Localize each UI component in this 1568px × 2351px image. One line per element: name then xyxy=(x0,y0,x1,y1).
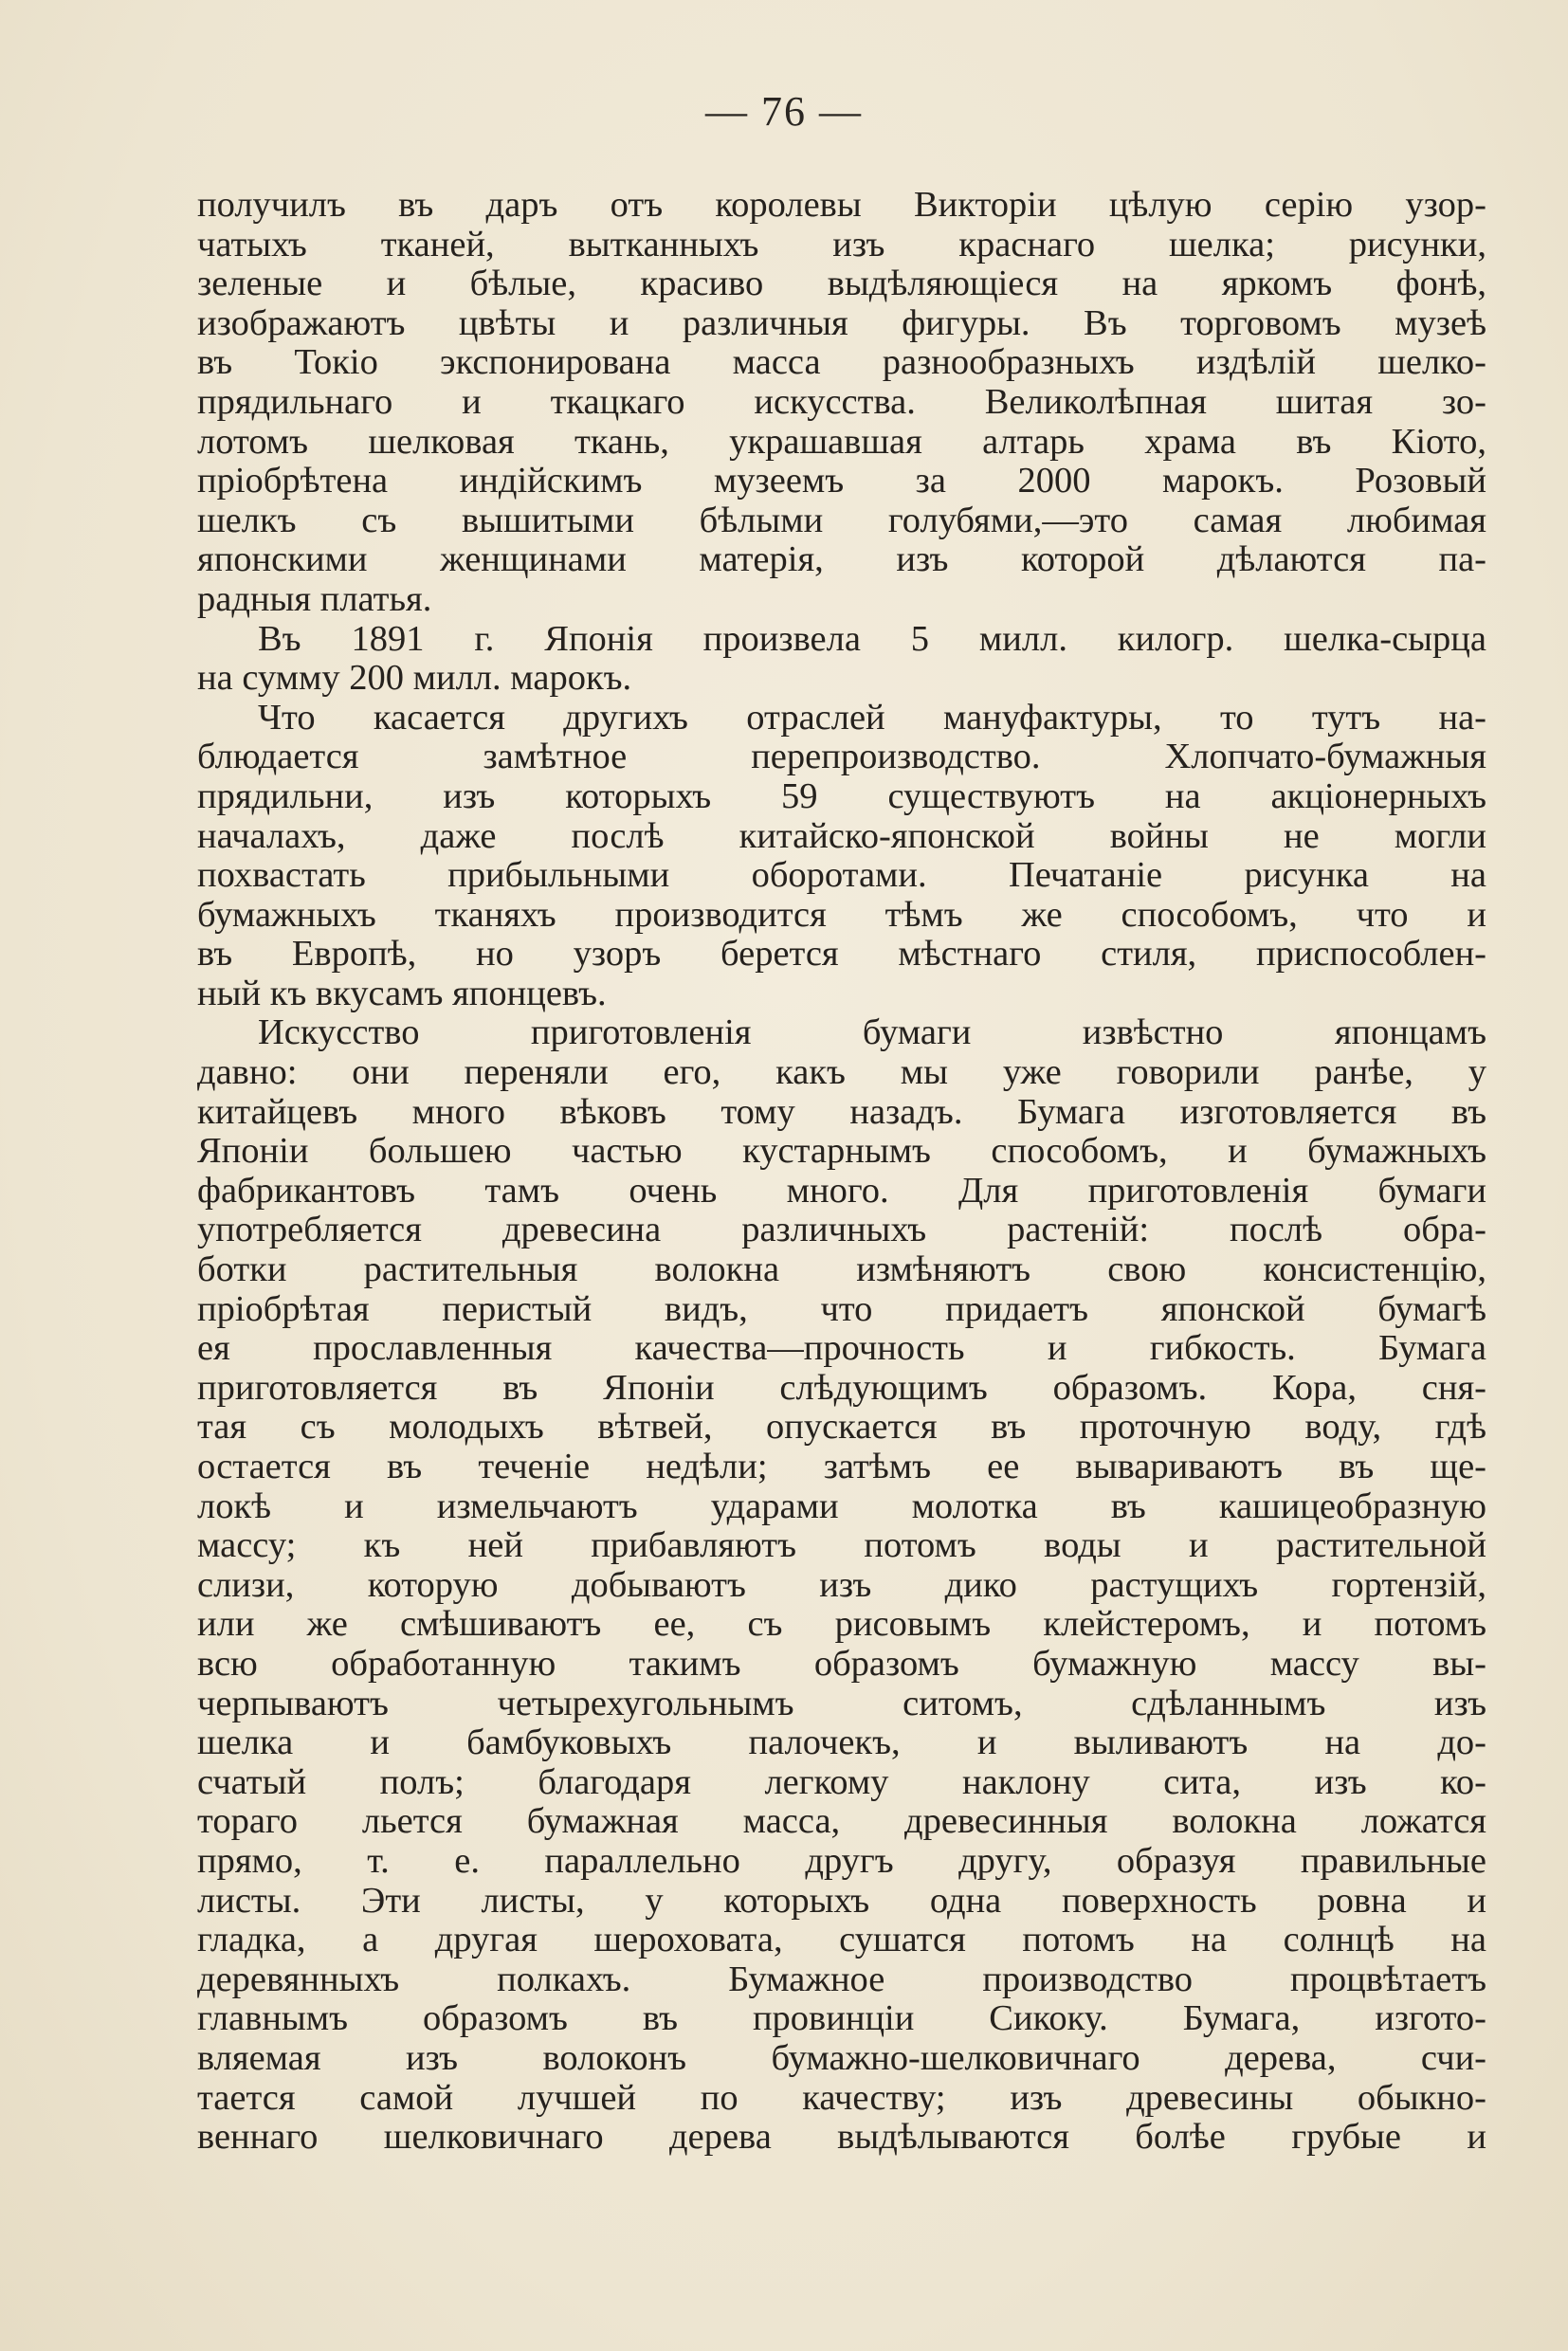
text-line: началахъ, даже послѣ китайско-японской войны не могли xyxy=(197,816,1486,856)
text-line: пріобрѣтая перистый видъ, что придаетъ японской бумагѣ xyxy=(197,1289,1486,1329)
text-line: деревянныхъ полкахъ. Бумажное производство процвѣтаетъ xyxy=(197,1959,1486,1999)
text-line: чатыхъ тканей, вытканныхъ изъ краснаго шелка; рисунки, xyxy=(197,225,1486,264)
text-line: радныя платья. xyxy=(197,579,432,619)
text-line: слизи, которую добываютъ изъ дико растущихъ гортензій, xyxy=(197,1565,1486,1605)
text-line: бумажныхъ тканяхъ производится тѣмъ же способомъ, что и xyxy=(197,895,1486,935)
text-line: тораго льется бумажная масса, древесинныя волокна ложатся xyxy=(197,1802,1486,1842)
text-line: прямо, т. е. параллельно другъ другу, образуя правильные xyxy=(197,1841,1486,1881)
text-line: прядильни, изъ которыхъ 59 существуютъ на акціонерныхъ xyxy=(197,776,1486,816)
text-line: давно: они переняли его, какъ мы уже говорили ранѣе, у xyxy=(197,1053,1486,1093)
text-line: массу; къ ней прибавляютъ потомъ воды и растительной xyxy=(197,1526,1486,1566)
text-line: или же смѣшиваютъ ее, съ рисовымъ клейстеромъ, и потомъ xyxy=(197,1605,1486,1645)
text-line: приготовляется въ Японіи слѣдующимъ образомъ. Кора, сня- xyxy=(197,1368,1486,1408)
text-line: ботки растительныя волокна измѣняютъ свою консистенцію, xyxy=(197,1250,1486,1290)
text-line: въ Европѣ, но узоръ берется мѣстнаго стиля, приспособлен- xyxy=(197,935,1486,975)
text-line: вляемая изъ волоконъ бумажно-шелковичнаго дерева, счи- xyxy=(197,2038,1486,2078)
text-line: изображаютъ цвѣты и различныя фигуры. Въ торговомъ музеѣ xyxy=(197,303,1486,343)
text-line: въ Токіо экспонирована масса разнообразныхъ издѣлій шелко- xyxy=(197,343,1486,383)
page-number: — 76 — xyxy=(705,88,863,135)
text-line: шелкъ съ вышитыми бѣлыми голубями,—это самая любимая xyxy=(197,501,1486,540)
text-line: Японіи большею частью кустарнымъ способомъ, и бумажныхъ xyxy=(197,1132,1486,1172)
text-line: листы. Эти листы, у которыхъ одна поверхность ровна и xyxy=(197,1881,1486,1921)
text-line: счатый полъ; благодаря легкому наклону сита, изъ ко- xyxy=(197,1762,1486,1802)
text-line: локѣ и измельчаютъ ударами молотка въ кашицеобразную xyxy=(197,1486,1486,1526)
text-line: черпываютъ четырехугольнымъ ситомъ, сдѣланнымъ изъ xyxy=(197,1684,1486,1723)
text-line: ея прославленныя качества—прочность и гибкость. Бумага xyxy=(197,1329,1486,1369)
text-line: гладка, а другая шероховата, сушатся потомъ на солнцѣ на xyxy=(197,1921,1486,1960)
text-line: лотомъ шелковая ткань, украшавшая алтарь храма въ Кіото, xyxy=(197,422,1486,462)
text-line: ный къ вкусамъ японцевъ. xyxy=(197,974,607,1013)
text-line: остается въ теченіе недѣли; затѣмъ ее вывариваютъ въ ще- xyxy=(197,1448,1486,1486)
text-line: Въ 1891 г. Японія произвела 5 милл. килогр. шелка-сырца xyxy=(258,619,1486,659)
text-line: употребляется древесина различныхъ растеній: послѣ обра- xyxy=(197,1211,1486,1250)
text-line: китайцевъ много вѣковъ тому назадъ. Бумага изготовляется въ xyxy=(197,1092,1486,1132)
text-line: зеленые и бѣлые, красиво выдѣляющіеся на яркомъ фонѣ, xyxy=(197,264,1486,304)
text-line: пріобрѣтена индійскимъ музеемъ за 2000 марокъ. Розовый xyxy=(197,462,1486,501)
text-line: всю обработанную такимъ образомъ бумажную массу вы- xyxy=(197,1644,1486,1684)
body-text xyxy=(197,186,1486,2158)
text-line: шелка и бамбуковыхъ палочекъ, и выливаютъ на до- xyxy=(197,1723,1486,1763)
text-line: похвастать прибыльными оборотами. Печатаніе рисунка на xyxy=(197,856,1486,896)
text-line: тается самой лучшей по качеству; изъ древесины обыкно- xyxy=(197,2078,1486,2118)
text-line: Что касается другихъ отраслей мануфактуры, то тутъ на- xyxy=(258,698,1486,738)
text-line: веннаго шелковичнаго дерева выдѣлываются болѣе грубые и xyxy=(197,2118,1486,2158)
text-line: фабрикантовъ тамъ очень много. Для приготовленія бумаги xyxy=(197,1171,1486,1211)
text-line: японскими женщинами матерія, изъ которой дѣлаются па- xyxy=(197,540,1486,580)
text-line: прядильнаго и ткацкаго искусства. Великолѣпная шитая зо- xyxy=(197,382,1486,422)
text-line: блюдается замѣтное перепроизводство. Хлопчато-бумажныя xyxy=(197,738,1486,777)
text-line: тая съ молодыхъ вѣтвей, опускается въ проточную воду, гдѣ xyxy=(197,1408,1486,1448)
text-line: главнымъ образомъ въ провинціи Сикоку. Бумага, изгото- xyxy=(197,1999,1486,2039)
text-line: получилъ въ даръ отъ королевы Викторіи цѣлую серію узор- xyxy=(197,186,1486,225)
text-line: Искусство приготовленія бумаги извѣстно японцамъ xyxy=(258,1013,1486,1053)
text-line: на сумму 200 милл. марокъ. xyxy=(197,659,632,699)
